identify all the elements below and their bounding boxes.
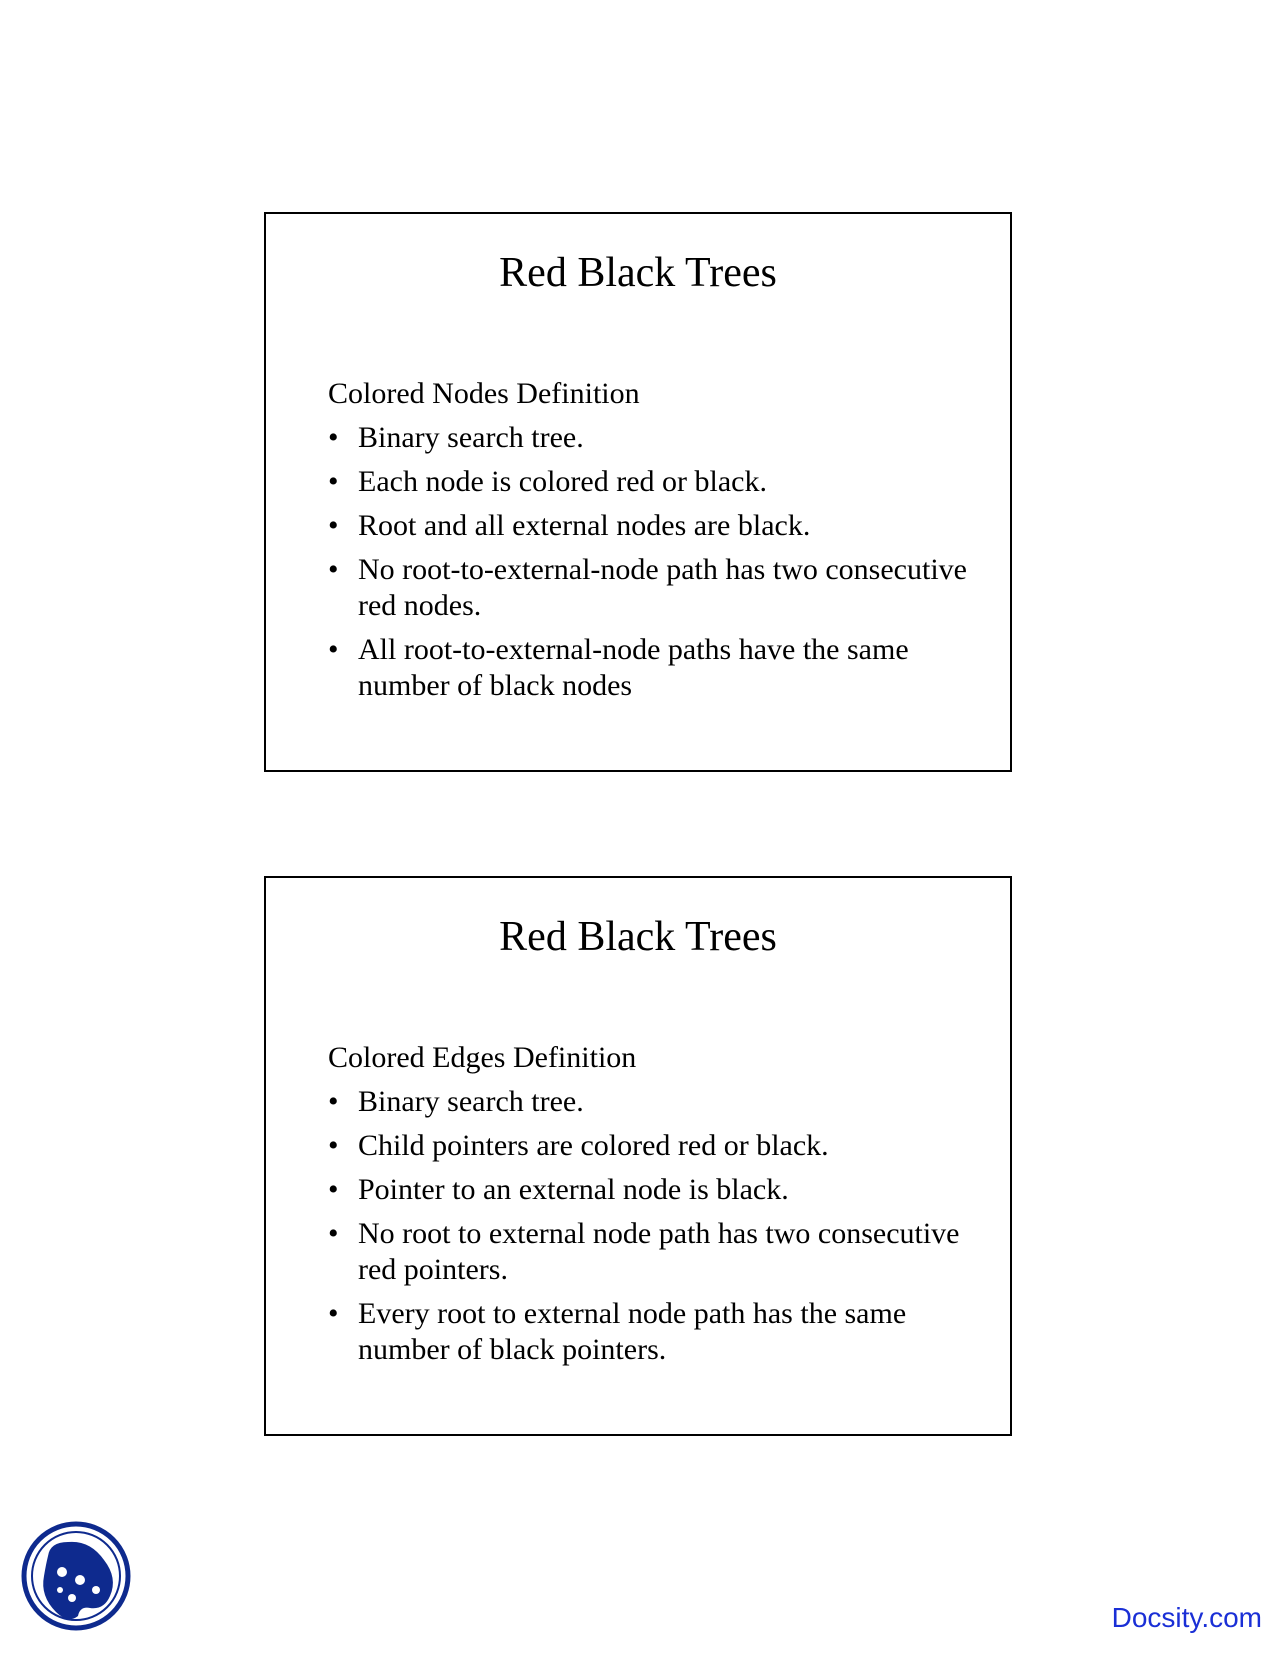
bullet-dot-icon: • [328,1085,339,1118]
bullet-item: • Root and all external nodes are black. [328,509,811,542]
docsity-logo-icon[interactable] [20,1520,132,1632]
bullet-dot-icon: • [328,1297,339,1330]
bullet-dot-icon: • [328,421,339,454]
slide-subtitle: Colored Nodes Definition [328,377,640,410]
slide-title: Red Black Trees [499,250,777,296]
bullet-dot-icon: • [328,1129,339,1162]
bullet-item: • Pointer to an external node is black. [328,1173,789,1206]
slide-body [328,376,968,712]
slide-body [328,1040,968,1376]
bullet-item: • No root-to-external-node path has two consecutive red nodes. [328,553,967,622]
bullet-item: • Binary search tree. [328,421,584,454]
bullet-dot-icon: • [328,509,339,542]
bullet-dot-icon: • [328,465,339,498]
slide-2 [264,876,1012,1436]
brand-link[interactable]: Docsity.com [1111,1602,1262,1633]
bullet-dot-icon: • [328,1217,339,1250]
slide-subtitle: Colored Edges Definition [328,1041,637,1074]
bullet-item: • Each node is colored red or black. [328,465,767,498]
bullet-list [328,1084,968,1368]
docsity-logo-svg [20,1520,132,1632]
bullet-item: • Every root to external node path has the same number of black pointers. [328,1297,907,1366]
bullet-item: • No root to external node path has two consecutive red pointers. [328,1217,960,1286]
bullet-list [328,420,968,704]
bullet-item: • All root-to-external-node paths have the same number of black nodes [328,633,909,702]
bullet-dot-icon: • [328,553,339,586]
bullet-dot-icon: • [328,1173,339,1206]
slide-title: Red Black Trees [499,914,777,960]
bullet-dot-icon: • [328,633,339,666]
slide-1 [264,212,1012,772]
bullet-item: • Binary search tree. [328,1085,584,1118]
bullet-item: • Child pointers are colored red or black. [328,1129,829,1162]
